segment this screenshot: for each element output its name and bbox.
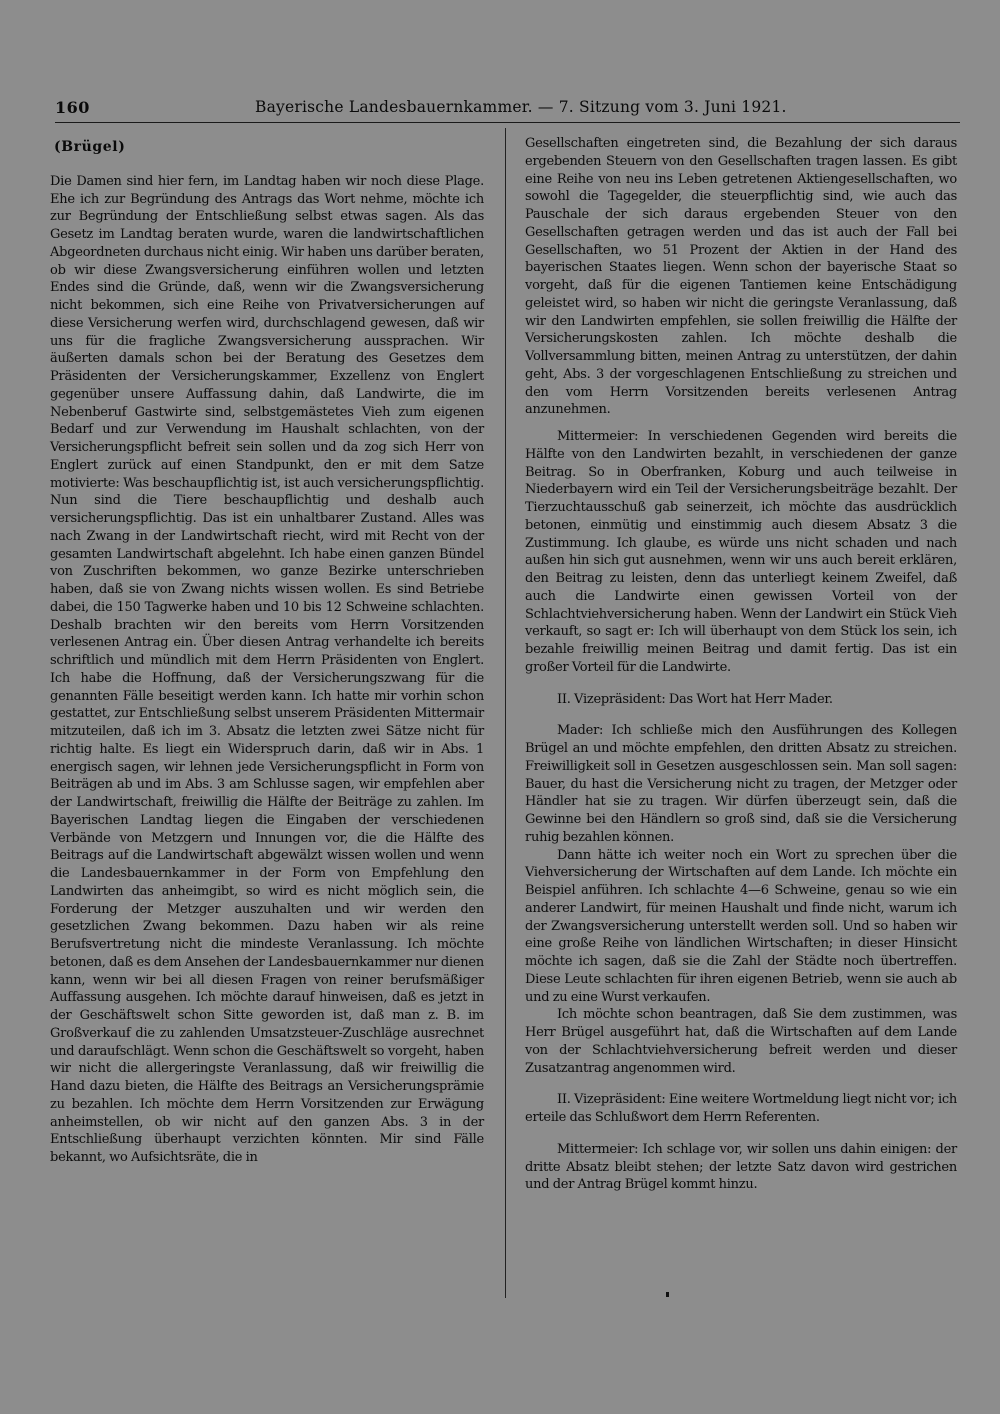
left-column bbox=[50, 135, 484, 1167]
paragraph: Mittermeier: Ich schlage vor, wir sollen uns dahin einigen: der dritte Absatz bleibt stehen; der letzte Satz davon wird gestrichen und der Antrag Brügel kommt hinzu. bbox=[525, 1141, 957, 1193]
paragraph: Die Damen sind hier fern, im Landtag haben wir noch diese Plage. Ehe ich zur Begründung des Antrags das Wort nehme, möchte ich zur Begründung der Entschließung selbst etwas sagen. Als das Gesetz im Landtag beraten wurde, waren die landwirtschaftlichen Abgeordneten durchaus nicht einig. Wir haben uns darüber beraten, ob wir diese Zwangsversicherung einführen wollen und letzten Endes sind die Gründe, daß, wenn wir die Zwangsversicherung nicht bekommen, sich eine Reihe von Privatversicherungen auf diese Versicherung werfen wird, durchschlagend gewesen, daß wir uns für die fragliche Zwangsversicherung aussprachen. Wir äußerten damals schon bei der Beratung des Gesetzes dem Präsidenten der Versicherungskammer, Exzellenz von Englert gegenüber unsere Auffassung dahin, daß Landwirte, die im Nebenberuf Gastwirte sind, selbstgemästetes Vieh zum eigenen Bedarf und zur Verwendung im Haushalt schlachten, von der Versicherungspflicht befreit sein sollen und da zog sich Herr von Englert zurück auf einen Standpunkt, den er mit dem Satze motivierte: Was beschaupflichtig ist, ist auch versicherungspflichtig. Nun sind die Tiere beschaupflichtig und deshalb auch versicherungspflichtig. Das ist ein unhaltbarer Zustand. Alles was nach Zwang in der Landwirtschaft riecht, wird mit Recht von der gesamten Landwirtschaft abgelehnt. Ich habe einen ganzen Bündel von Zuschriften bekommen, wo ganze Bezirke unterschrieben haben, daß sie von Zwang nichts wissen wollen. Es sind Betriebe dabei, die 150 Tagwerke haben und 10 bis 12 Schweine schlachten. Deshalb brachten wir den bereits vom Herrn Vorsitzenden verlesenen Antrag ein. Über diesen Antrag verhandelte ich bereits schriftlich und mündlich mit dem Herrn Präsidenten von Englert. Ich habe die Hoffnung, daß der Versicherungszwang für die genannten Fälle beseitigt werden kann. Ich hatte mir vorhin schon gestattet, zur Entschließung selbst unserem Präsidenten Mittermair mitzuteilen, daß ich im 3. Absatz die letzten zwei Sätze nicht für richtig halte. Es liegt ein Widerspruch darin, daß wir in Abs. 1 energisch sagen, wir lehnen jede Versicherungspflicht in Form von Beiträgen ab und im Abs. 3 am Schlusse sagen, wir empfehlen aber der Landwirtschaft, freiwillig die Hälfte der Beiträge zu zahlen. Im Bayerischen Landtag liegen die Eingaben der verschiedenen Verbände von Metzgern und Innungen vor, die die Hälfte des Beitrags auf die Landwirtschaft abgewälzt wissen wollen und wenn die Landesbauernkammer in der Form von Empfehlung den Landwirten das anheimgibt, so wird es nicht möglich sein, die Forderung der Metzger auszuhalten und wir werden den gesetzlichen Zwang bekommen. Dazu haben wir als reine Berufsvertretung nicht die mindeste Veranlassung. Ich möchte betonen, daß es dem Ansehen der Landesbauernkammer nur dienen kann, wenn wir bei all diesen Fragen von reiner berufsmäßiger Auffassung ausgehen. Ich möchte darauf hinweisen, daß es jetzt in der Geschäftswelt schon Sitte geworden ist, daß man z. B. im Großverkauf die zu zahlenden Umsatzsteuer-Zuschläge ausrechnet und daraufschlägt. Wenn schon die Geschäftswelt so vorgeht, haben wir nicht die allergeringste Veranlassung, daß wir freiwillig die Hand dazu bieten, die Hälfte des Beitrags an Versicherungsprämie zu bezahlen. Ich möchte dem Herrn Vorsitzenden zur Erwägung anheimstellen, ob wir nicht auf den ganzen Abs. 3 in der Entschließung überhaupt verzichten könnten. Mir sind Fälle bekannt, wo Aufsichtsräte, die in bbox=[50, 173, 484, 1165]
paragraph: II. Vizepräsident: Eine weitere Wortmeldung liegt nicht vor; ich erteile das Schlußwort dem Herrn Referenten. bbox=[525, 1092, 957, 1125]
right-column bbox=[525, 135, 957, 1194]
paragraph: Dann hätte ich weiter noch ein Wort zu sprechen über die Viehversicherung der Wirtschaften auf dem Lande. Ich möchte ein Beispiel anführen. Ich schlachte 4—6 Schweine, genau so wie ein anderer Landwirt, für meinen Haushalt und finde nicht, warum ich der Zwangsversicherung unterstellt werden soll. Und so haben wir eine große Reihe von ländlichen Wirtschaften; in dieser Hinsicht möchte ich sagen, daß sie die Zahl der Städte noch übertreffen. Diese Leute schlachten für ihren eigenen Betrieb, wenn sie auch ab und zu eine Wurst verkaufen. bbox=[525, 847, 957, 1005]
page-number: 160 bbox=[55, 98, 90, 117]
print-mark bbox=[666, 1292, 669, 1297]
speaker-heading: (Brügel) bbox=[54, 139, 126, 155]
paragraph: Gesellschaften eingetreten sind, die Bezahlung der sich daraus ergebenden Steuern von den Gesellschaften tragen lassen. Es gibt eine Reihe von neu ins Leben getretenen Aktiengesellschaften, wo sowohl die Tagegelder, die steuerpflichtig sind, wie auch das Pauschale der sich daraus ergebenden Steuer von den Gesellschaften getragen werden und das ist auch der Fall bei Gesellschaften, wo 51 Prozent der Aktien in der Hand des bayerischen Staates liegen. Wenn schon der bayerische Staat so vorgeht, daß für die eigenen Tantiemen keine Entschädigung geleistet wird, so haben wir nicht die geringste Veranlassung, daß wir den Landwirten empfehlen, sie sollen freiwillig die Hälfte der Versicherungskosten zahlen. Ich möchte deshalb die Vollversammlung bitten, meinen Antrag zu unterstützen, der dahin geht, Abs. 3 der vorgeschlagenen Entschließung zu streichen und den vom Herrn Vorsitzenden bereits verlesenen Antrag anzunehmen. bbox=[525, 136, 957, 418]
column-divider bbox=[505, 128, 506, 1298]
running-title: Bayerische Landesbauernkammer. — 7. Sitzung vom 3. Juni 1921. bbox=[255, 98, 787, 116]
paragraph: Ich möchte schon beantragen, daß Sie dem zustimmen, was Herr Brügel ausgeführt hat, daß die Wirtschaften auf dem Lande von der Schlachtviehversicherung befreit werden und dieser Zusatzantrag angenommen wird. bbox=[525, 1007, 957, 1076]
page-header bbox=[55, 98, 960, 123]
paragraph: Mader: Ich schließe mich den Ausführungen des Kollegen Brügel an und möchte empfehlen, den dritten Absatz zu streichen. Freiwilligkeit soll in Gesetzen ausgeschlossen sein. Man soll sagen: Bauer, du hast die Versicherung nicht zu tragen, der Metzger oder Händler hat sie zu tragen. Wir dürfen überzeugt sein, daß die Gewinne bei den Händlern so groß sind, daß sie die Versicherung ruhig bezahlen können. bbox=[525, 723, 957, 845]
paragraph: II. Vizepräsident: Das Wort hat Herr Mader. bbox=[557, 691, 833, 707]
paragraph: Mittermeier: In verschiedenen Gegenden wird bereits die Hälfte von den Landwirten bezahlt, in verschiedenen der ganze Beitrag. So in Oberfranken, Koburg und auch teilweise in Niederbayern wird ein Teil der Versicherungsbeiträge bezahlt. Der Tierzuchtausschuß gab seinerzeit, ich möchte das ausdrücklich betonen, einmütig und einstimmig auch diesem Absatz 3 die Zustimmung. Ich glaube, es würde uns nicht schaden und nach außen hin sich gut ausnehmen, wenn wir uns auch bereit erklären, den Beitrag zu leisten, denn das unterliegt keinem Zweifel, daß auch die Landwirte einen gewissen Vorteil von der Schlachtviehversicherung haben. Wenn der Landwirt ein Stück Vieh verkauft, so sagt er: Ich will überhaupt von dem Stück los sein, ich bezahle freiwillig meinen Beitrag und damit fertig. Das ist ein großer Vorteil für die Landwirte. bbox=[525, 429, 957, 675]
